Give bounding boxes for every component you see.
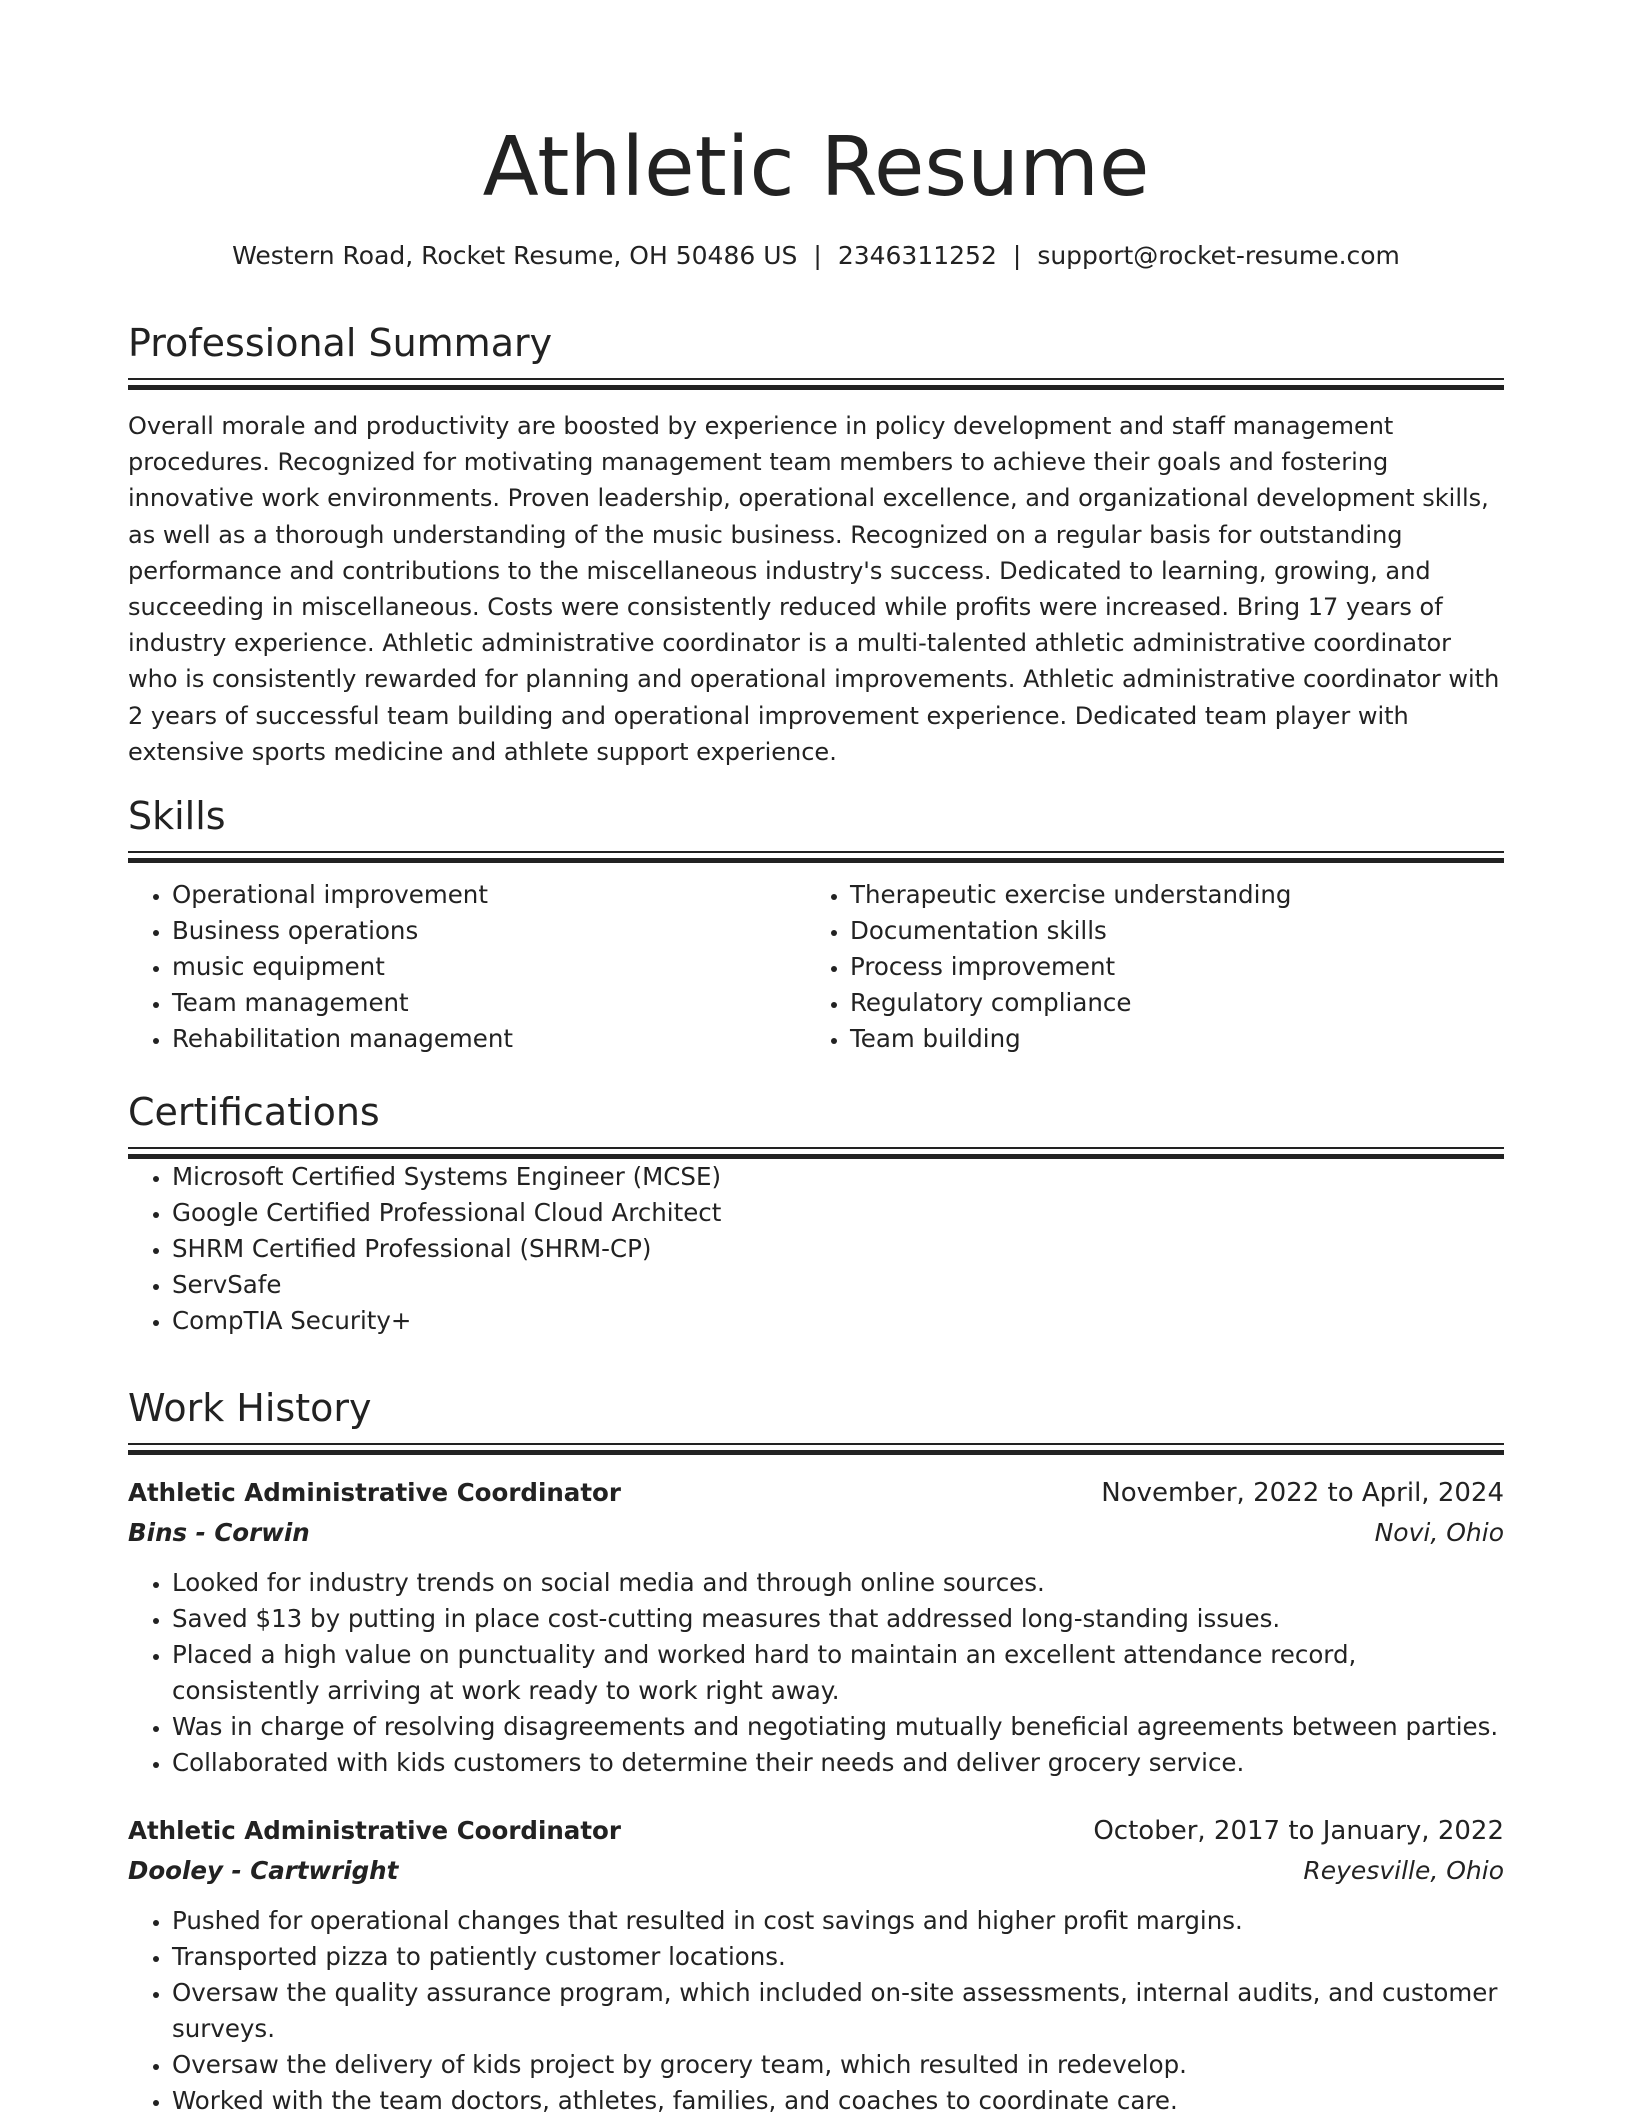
contact-address: Western Road, Rocket Resume, OH 50486 US: [232, 241, 798, 270]
certification-item: • Microsoft Certified Systems Engineer (MCSE): [172, 1159, 1504, 1195]
work-history-heading: Work History: [128, 1386, 372, 1430]
certifications-list: [128, 1159, 1504, 1339]
contact-separator: |: [1012, 241, 1022, 270]
job-dates: November, 2022 to April, 2024: [1101, 1478, 1504, 1508]
section-divider: [128, 851, 1504, 863]
skills-list-left: [128, 877, 806, 1057]
summary-section: [128, 318, 1504, 770]
skills-column-left: [128, 877, 806, 1057]
job-company-row: [128, 1513, 1504, 1553]
job-duty: • Placed a high value on punctuality and worked hard to maintain an excellent attendance record, consistently arriving at work ready to work right away.: [172, 1637, 1504, 1709]
skill-item: • Regulatory compliance: [850, 985, 1484, 1021]
job-location: Reyesville, Ohio: [1303, 1856, 1504, 1885]
certification-item: • Google Certified Professional Cloud Architect: [172, 1195, 1504, 1231]
job-duty: • Looked for industry trends on social media and through online sources.: [172, 1565, 1504, 1601]
skills-list-right: [806, 877, 1484, 1057]
job-duty: • Saved $13 by putting in place cost-cutting measures that addressed long-standing issues.: [172, 1601, 1504, 1637]
job-dates: October, 2017 to January, 2022: [1093, 1816, 1504, 1846]
skill-item: • Rehabilitation management: [172, 1021, 806, 1057]
contact-phone: 2346311252: [837, 241, 997, 270]
skill-item: • Team building: [850, 1021, 1484, 1057]
skills-section: [128, 791, 1504, 1057]
skill-item: • Therapeutic exercise understanding: [850, 877, 1484, 913]
skills-heading: Skills: [128, 794, 226, 838]
work-history-section: [128, 1383, 1504, 2119]
certification-item: • CompTIA Security+: [172, 1303, 1504, 1339]
job-duty: • Oversaw the delivery of kids project by grocery team, which resulted in redevelop.: [172, 2047, 1504, 2083]
job-location: Novi, Ohio: [1374, 1518, 1504, 1547]
job-title: Athletic Administrative Coordinator: [128, 1478, 621, 1507]
job-company-row: [128, 1851, 1504, 1891]
skill-item: • Business operations: [172, 913, 806, 949]
job-title: Athletic Administrative Coordinator: [128, 1816, 621, 1845]
job-entry: [128, 1473, 1504, 1781]
contact-email: support@rocket-resume.com: [1037, 241, 1400, 270]
job-duty: • Transported pizza to patiently customer locations.: [172, 1939, 1504, 1975]
section-divider: [128, 1443, 1504, 1455]
certification-item: • SHRM Certified Professional (SHRM-CP): [172, 1231, 1504, 1267]
contact-separator: |: [813, 241, 822, 270]
skill-item: • Team management: [172, 985, 806, 1021]
skills-grid: [128, 877, 1504, 1057]
skill-item: • Operational improvement: [172, 877, 806, 913]
job-company: Dooley - Cartwright: [128, 1856, 399, 1885]
job-header-row: [128, 1473, 1504, 1513]
section-divider: [128, 1147, 1504, 1159]
job-header-row: [128, 1811, 1504, 1851]
job-duties-list: [128, 1565, 1504, 1781]
contact-line: [128, 238, 1504, 274]
skill-item: • Documentation skills: [850, 913, 1484, 949]
skills-column-right: [806, 877, 1484, 1057]
summary-heading: Professional Summary: [128, 321, 553, 365]
job-duty: • Pushed for operational changes that resulted in cost savings and higher profit margins.: [172, 1903, 1504, 1939]
job-duty: • Oversaw the quality assurance program, which included on-site assessments, internal audits, and customer surveys.: [172, 1975, 1504, 2047]
certifications-heading: Certifications: [128, 1090, 380, 1134]
job-entry: [128, 1811, 1504, 2119]
job-duty: • Worked with the team doctors, athletes, families, and coaches to coordinate care.: [172, 2083, 1504, 2119]
skill-item: • music equipment: [172, 949, 806, 985]
summary-text: Overall morale and productivity are boosted by experience in policy development and staff management procedures. Recognized for motivating management team members to achieve their goals and fostering innovative work environments. Proven leadership, operational excellence, and organizational development skills, as well as a thorough understanding of the music business. Recognized on a regular basis for outstanding performance and contributions to the miscellaneous industry's success. Dedicated to learning, growing, and succeeding in miscellaneous. Costs were consistently reduced while profits were increased. Bring 17 years of industry experience. Athletic administrative coordinator is a multi-talented athletic administrative coordinator who is consistently rewarded for planning and operational improvements. Athletic administrative coordinator with 2 years of successful team building and operational improvement experience. Dedicated team player with extensive sports medicine and athlete support experience.: [128, 412, 1500, 766]
job-duty: • Collaborated with kids customers to determine their needs and deliver grocery service.: [172, 1745, 1504, 1781]
section-divider: [128, 378, 1504, 390]
job-company: Bins - Corwin: [128, 1518, 310, 1547]
resume-title: Athletic Resume: [482, 120, 1150, 215]
certification-item: • ServSafe: [172, 1267, 1504, 1303]
skill-item: • Process improvement: [850, 949, 1484, 985]
job-duty: • Was in charge of resolving disagreements and negotiating mutually beneficial agreements between parties.: [172, 1709, 1504, 1745]
certifications-section: [128, 1087, 1504, 1339]
job-duties-list: [128, 1903, 1504, 2119]
